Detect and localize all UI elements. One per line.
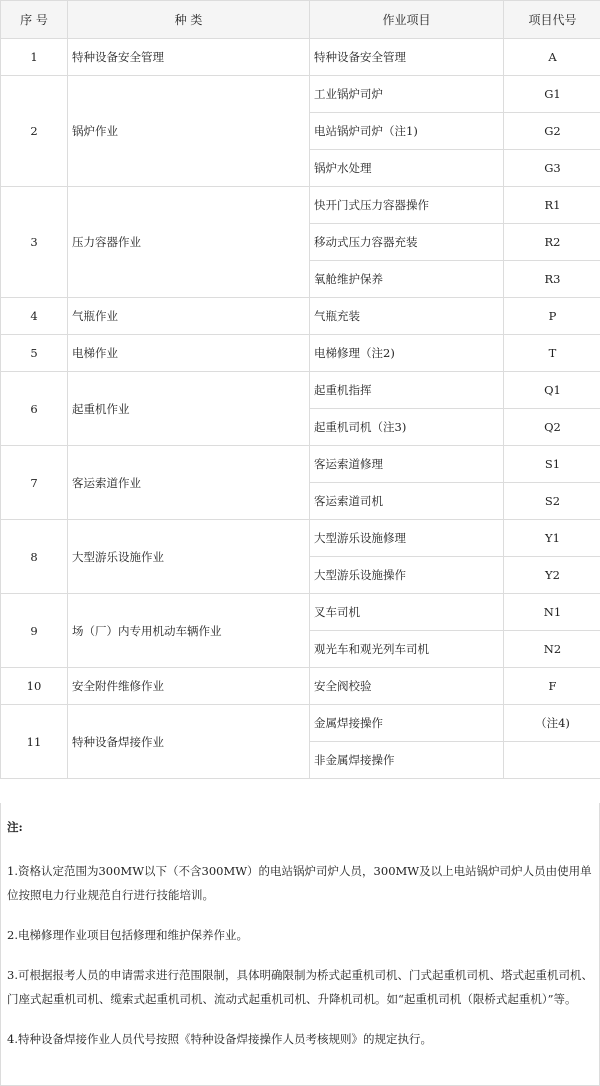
cell-code: P — [504, 298, 600, 335]
cell-code: G3 — [504, 150, 600, 187]
notes-section — [0, 803, 600, 1086]
cell-work-item: 叉车司机 — [310, 594, 504, 631]
cell-work-item: 电梯修理（注2) — [310, 335, 504, 372]
cell-no: 3 — [1, 187, 68, 298]
cell-code: Y1 — [504, 520, 600, 557]
table-row — [1, 520, 600, 557]
table-row — [1, 298, 600, 335]
cell-code: S1 — [504, 446, 600, 483]
cell-work-item: 客运索道修理 — [310, 446, 504, 483]
header-work-item: 作业项目 — [310, 1, 504, 39]
table-body — [1, 39, 600, 779]
table-row — [1, 705, 600, 742]
cell-work-item: 起重机指挥 — [310, 372, 504, 409]
cell-code: R1 — [504, 187, 600, 224]
table-row — [1, 372, 600, 409]
table-header-row — [1, 1, 600, 39]
cell-category: 起重机作业 — [68, 372, 310, 446]
cell-code: G2 — [504, 113, 600, 150]
table-row — [1, 39, 600, 76]
note-item: 3.可根据报考人员的申请需求进行范围限制，具体明确限制为桥式起重机司机、门式起重机司机、塔式起重机司机、门座式起重机司机、缆索式起重机司机、流动式起重机司机、升降机司机。如“起重机司机（限桥式起重机）”等。 — [7, 968, 593, 1006]
cell-no: 1 — [1, 39, 68, 76]
cell-no: 5 — [1, 335, 68, 372]
cell-no: 4 — [1, 298, 68, 335]
cell-category: 锅炉作业 — [68, 76, 310, 187]
cell-category: 特种设备焊接作业 — [68, 705, 310, 779]
note-item: 1.资格认定范围为300MW以下（不含300MW）的电站锅炉司炉人员，300MW及以上电站锅炉司炉人员由使用单位按照电力行业规范自行进行技能培训。 — [7, 864, 592, 902]
cell-no: 2 — [1, 76, 68, 187]
cell-category: 电梯作业 — [68, 335, 310, 372]
table-row — [1, 187, 600, 224]
cell-code: N2 — [504, 631, 600, 668]
note-item: 4.特种设备焊接作业人员代号按照《特种设备焊接操作人员考核规则》的规定执行。 — [7, 1032, 432, 1046]
cell-work-item: 大型游乐设施操作 — [310, 557, 504, 594]
table-row — [1, 335, 600, 372]
cell-code — [504, 742, 600, 779]
cell-work-item: 起重机司机（注3) — [310, 409, 504, 446]
cell-code: A — [504, 39, 600, 76]
table-row — [1, 76, 600, 113]
cell-category: 场（厂）内专用机动车辆作业 — [68, 594, 310, 668]
cell-work-item: 金属焊接操作 — [310, 705, 504, 742]
table-row — [1, 446, 600, 483]
cell-work-item: 气瓶充装 — [310, 298, 504, 335]
header-no: 序 号 — [1, 1, 68, 39]
header-category: 种 类 — [68, 1, 310, 39]
cell-code: G1 — [504, 76, 600, 113]
cell-category: 客运索道作业 — [68, 446, 310, 520]
cell-code: R2 — [504, 224, 600, 261]
cell-no: 11 — [1, 705, 68, 779]
header-code: 项目代号 — [504, 1, 600, 39]
cell-work-item: 特种设备安全管理 — [310, 39, 504, 76]
cell-work-item: 快开门式压力容器操作 — [310, 187, 504, 224]
cell-work-item: 大型游乐设施修理 — [310, 520, 504, 557]
cell-category: 压力容器作业 — [68, 187, 310, 298]
cell-category: 安全附件维修作业 — [68, 668, 310, 705]
cell-code: R3 — [504, 261, 600, 298]
cell-no: 7 — [1, 446, 68, 520]
cell-work-item: 移动式压力容器充装 — [310, 224, 504, 261]
cell-category: 气瓶作业 — [68, 298, 310, 335]
cell-no: 8 — [1, 520, 68, 594]
table-row — [1, 594, 600, 631]
cell-code: N1 — [504, 594, 600, 631]
cell-code: Y2 — [504, 557, 600, 594]
cell-code: Q1 — [504, 372, 600, 409]
cell-work-item: 观光车和观光列车司机 — [310, 631, 504, 668]
cell-no: 9 — [1, 594, 68, 668]
cell-work-item: 电站锅炉司炉（注1) — [310, 113, 504, 150]
cell-category: 特种设备安全管理 — [68, 39, 310, 76]
cell-category: 大型游乐设施作业 — [68, 520, 310, 594]
cell-code: Q2 — [504, 409, 600, 446]
cell-work-item: 客运索道司机 — [310, 483, 504, 520]
cell-work-item: 安全阀校验 — [310, 668, 504, 705]
cell-code: （注4) — [504, 705, 600, 742]
cell-code: F — [504, 668, 600, 705]
cell-work-item: 非金属焊接操作 — [310, 742, 504, 779]
cell-code: S2 — [504, 483, 600, 520]
cell-no: 10 — [1, 668, 68, 705]
cell-work-item: 氧舱维护保养 — [310, 261, 504, 298]
cell-work-item: 工业锅炉司炉 — [310, 76, 504, 113]
cell-code: T — [504, 335, 600, 372]
table-row — [1, 668, 600, 705]
notes-title: 注: — [7, 820, 23, 834]
note-item: 2.电梯修理作业项目包括修理和维护保养作业。 — [7, 928, 248, 942]
cell-no: 6 — [1, 372, 68, 446]
cell-work-item: 锅炉水处理 — [310, 150, 504, 187]
